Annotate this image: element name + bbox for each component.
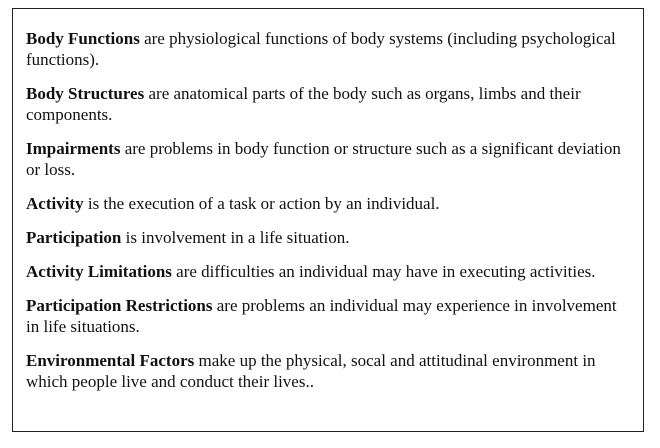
definition-text: is the execution of a task or action by an individual. <box>87 194 440 213</box>
definition-body-functions <box>26 28 626 70</box>
definition-term: Participation <box>26 228 122 247</box>
definition-impairments <box>26 138 626 180</box>
definition-term: Body Structures <box>26 84 145 103</box>
definition-text: are difficulties an individual may have in executing activities. <box>176 262 596 281</box>
definition-term: Environmental Factors <box>26 351 195 370</box>
definition-term: Participation Restrictions <box>26 296 213 315</box>
definition-text: are problems an individual may experience in involvement in life situations. <box>26 296 617 336</box>
definition-participation <box>26 227 626 248</box>
definition-term: Activity <box>26 194 84 213</box>
definition-term: Body Functions <box>26 29 140 48</box>
definition-environmental-factors <box>26 350 626 392</box>
definition-activity-limitations <box>26 261 626 282</box>
definition-text: make up the physical, socal and attitudinal environment in which people live and conduct their lives.. <box>26 351 596 391</box>
definition-text: are anatomical parts of the body such as organs, limbs and their components. <box>26 84 581 124</box>
definitions-list <box>26 28 626 405</box>
definition-participation-restrictions <box>26 295 626 337</box>
definition-text: is involvement in a life situation. <box>125 228 350 247</box>
definition-body-structures <box>26 83 626 125</box>
definition-text: are problems in body function or structure such as a significant deviation or loss. <box>26 139 621 179</box>
definition-activity <box>26 193 626 214</box>
definition-text: are physiological functions of body systems (including psychological functions). <box>26 29 616 69</box>
definition-term: Impairments <box>26 139 121 158</box>
definition-term: Activity Limitations <box>26 262 172 281</box>
